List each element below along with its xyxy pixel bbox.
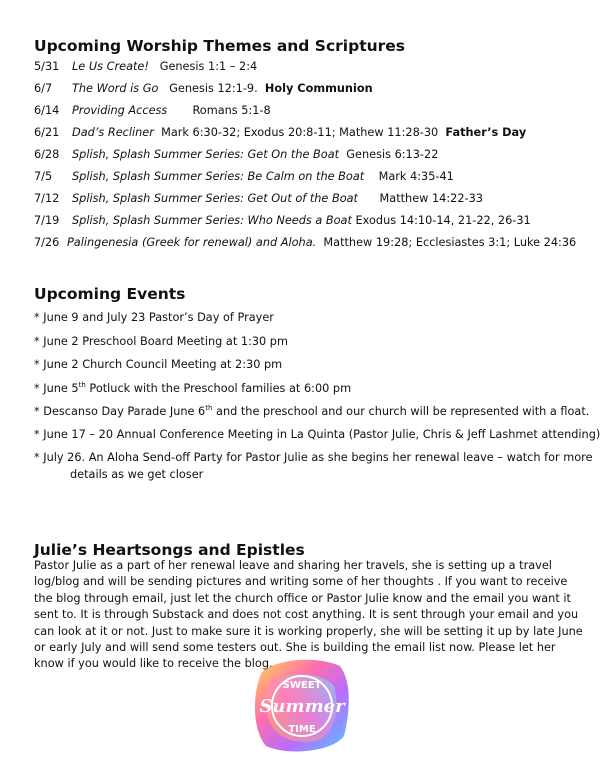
worship-item: 7/5 Splish, Splash Summer Series: Be Calm on the Boat Mark 4:35-41	[34, 170, 454, 183]
heartsongs-heading: Julie’s Heartsongs and Epistles	[34, 541, 305, 559]
event-item: * June 17 – 20 Annual Conference Meeting in La Quinta (Pastor Julie, Chris & Jeff Lashmet attending)	[34, 428, 601, 441]
event-item-continuation: details as we get closer	[70, 468, 204, 481]
worship-item: 5/31 Le Us Create! Genesis 1:1 – 2:4	[34, 60, 258, 73]
worship-item: 6/28 Splish, Splash Summer Series: Get On the Boat Genesis 6:13-22	[34, 148, 439, 161]
worship-heading: Upcoming Worship Themes and Scriptures	[34, 37, 406, 55]
events-heading: Upcoming Events	[34, 285, 186, 303]
event-item: * June 2 Preschool Board Meeting at 1:30 pm	[34, 335, 288, 348]
holy-communion-note: Holy Communion	[264, 82, 373, 95]
worship-item: 6/21 Dad’s Recliner Mark 6:30-32; Exodus 20:8-11; Mathew 11:28-30 Father’s Day	[34, 126, 527, 139]
event-item: * June 9 and July 23 Pastor’s Day of Prayer	[34, 311, 274, 324]
worship-item: 7/19 Splish, Splash Summer Series: Who Needs a Boat Exodus 14:10-14, 21-22, 26-31	[34, 214, 531, 227]
event-item: * June 2 Church Council Meeting at 2:30 pm	[34, 358, 283, 371]
event-item: * June 5th Potluck with the Preschool families at 6:00 pm	[34, 381, 352, 395]
worship-item: 6/7 The Word is Go Genesis 12:1-9. Holy Communion	[34, 82, 373, 95]
event-item: * July 26. An Aloha Send-off Party for Pastor Julie as she begins her renewal leave – watch for more	[34, 451, 593, 464]
worship-item: 6/14 Providing Access Romans 5:1-8	[34, 104, 271, 117]
logo-word-sweet: SWEET	[282, 680, 322, 691]
logo-word-time: TIME	[288, 724, 316, 735]
fathers-day-note: Father’s Day	[445, 126, 527, 139]
logo-word-summer: Summer	[259, 696, 345, 717]
watercolor-splash-icon	[248, 652, 356, 760]
worship-item: 7/12 Splish, Splash Summer Series: Get Out of the Boat Matthew 14:22-33	[34, 192, 484, 205]
sweet-summer-time-logo	[248, 652, 356, 760]
event-item: * Descanso Day Parade June 6th and the preschool and our church will be represented with a float.	[34, 404, 590, 418]
worship-item: 7/26 Palingenesia (Greek for renewal) and Aloha. Matthew 19:28; Ecclesiastes 3:1; Luke 24:36	[34, 236, 577, 249]
heartsongs-body: Pastor Julie as a part of her renewal leave and sharing her travels, she is setting up a travel log/blog and will be sending pictures and writing some of her thoughts . If you want to receive the blog through email, just let the church office or Pastor Julie know and the email you want it sent to. It is through Substack and does not cost anything. It is sent through your email and you can look at it or not. Just to make sure it is working properly, she will be setting it up by late June or early July and will send some testers out. She is building the email list now. Please let her know if you would like to receive the blog.	[34, 559, 583, 671]
